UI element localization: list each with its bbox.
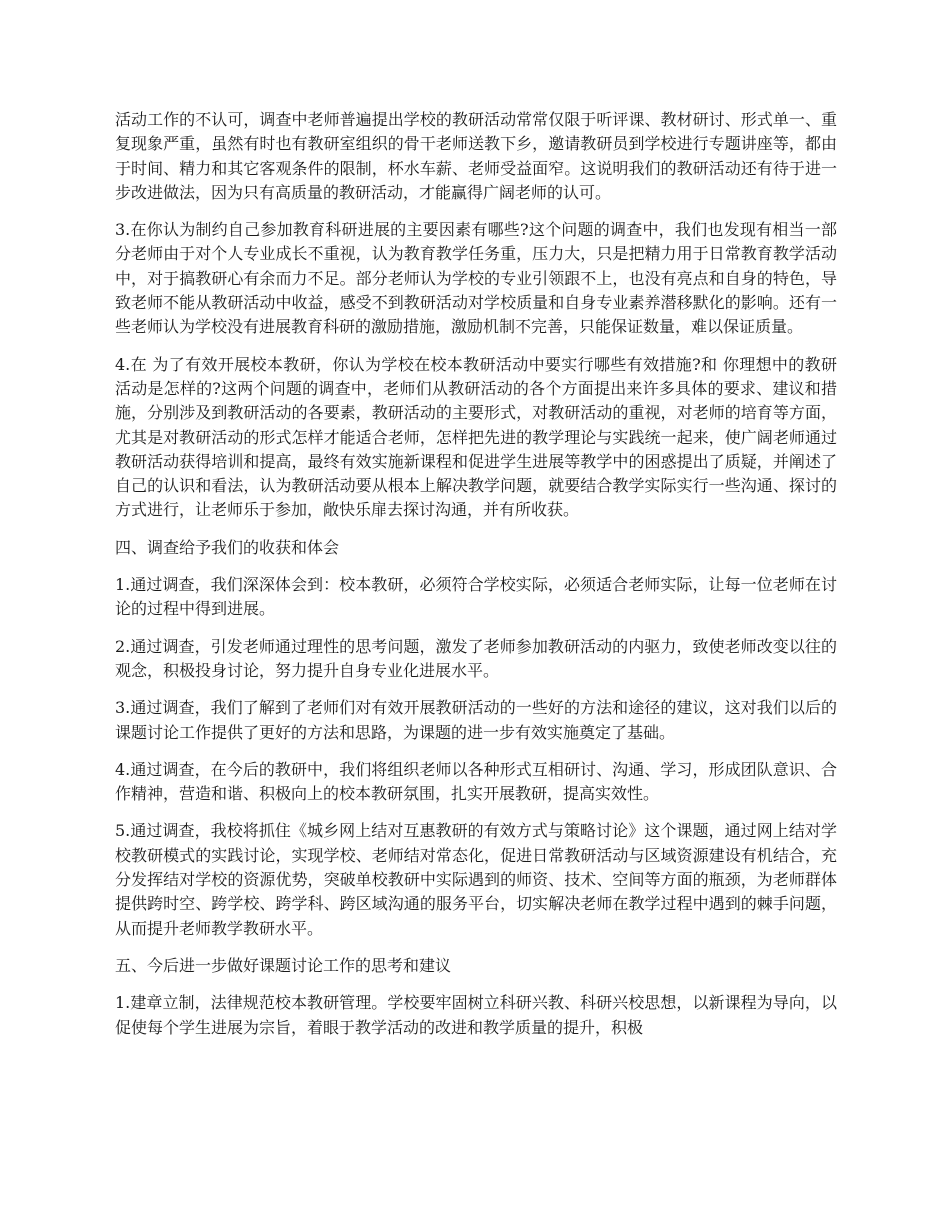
paragraph-gain-1: 1.通过调查，我们深深体会到：校本教研，必须符合学校实际，必须适合老师实际，让每一位老师在讨论的过程中得到进展。 — [115, 575, 837, 619]
paragraph-gain-2: 2.通过调查，引发老师通过理性的思考问题，激发了老师参加教研活动的内驱力，致使老师改变以往的观念，积极投身讨论，努力提升自身专业化进展水平。 — [115, 636, 837, 680]
paragraph-continued: 活动工作的不认可，调查中老师普遍提出学校的教研活动常常仅限于听评课、教材研讨、形式单一、重复现象严重，虽然有时也有教研室组织的骨干老师送教下乡，邀请教研员到学校进行专题讲座等，都由于时间、精力和其它客观条件的限制，杯水车薪、老师受益面窄。这说明我们的教研活动还有待于进一步改进做法，因为只有高质量的教研活动，才能赢得广阔老师的认可。 — [115, 110, 837, 202]
paragraph-gain-4: 4.通过调查，在今后的教研中，我们将组织老师以各种形式互相研讨、沟通、学习，形成团队意识、合作精神，营造和谐、积极向上的校本教研氛围，扎实开展教研，提高实效性。 — [115, 759, 837, 804]
paragraph-suggestion-1: 1.建章立制，法律规范校本教研管理。学校要牢固树立科研兴教、科研兴校思想，以新课程为导向，以促使每个学生进展为宗旨，着眼于教学活动的改进和教学质量的提升，积极 — [115, 993, 837, 1037]
paragraph-item-4-measures: 4.在 为了有效开展校本教研，你认为学校在校本教研活动中要实行哪些有效措施?和 你理想中的教研活动是怎样的?这两个问题的调查中，老师们从教研活动的各个方面提出来许多具体的要求、建议和措施，分别涉及到教研活动的各要素，教研活动的主要形式，对教研活动的重视，对老师的培育等方面，尤其是对教研活动的形式怎样才能适合老师，怎样把先进的教学理论与实践统一起来，使广阔老师通过教研活动获得培训和提高，最终有效实施新课程和促进学生进展等教学中的困惑提出了质疑，并阐述了自己的认识和看法，认为教研活动要从根本上解决教学问题，就要结合教学实际实行一些沟通、探讨的方式进行，让老师乐于参加，敞快乐扉去探讨沟通，并有所收获。 — [115, 354, 837, 520]
document-body — [115, 108, 837, 1053]
paragraph-gain-5: 5.通过调查，我校将抓住《城乡网上结对互惠教研的有效方式与策略讨论》这个课题，通过网上结对学校教研模式的实践讨论，实现学校、老师结对常态化，促进日常教研活动与区域资源建设有机结合，充分发挥结对学校的资源优势，突破单校教研中实际遇到的师资、技术、空间等方面的瓶颈，为老师群体提供跨时空、跨学校、跨学科、跨区域沟通的服务平台，切实解决老师在教学过程中遇到的棘手问题，从而提升老师教学教研水平。 — [115, 821, 837, 938]
section-heading-5: 五、今后进一步做好课题讨论工作的思考和建议 — [115, 955, 452, 975]
section-heading-4: 四、调查给予我们的收获和体会 — [115, 537, 340, 557]
paragraph-item-3-constraints: 3.在你认为制约自己参加教育科研进展的主要因素有哪些?这个问题的调查中，我们也发现有相当一部分老师由于对个人专业成长不重视，认为教育教学任务重，压力大，只是把精力用于日常教育教学活动中，对于搞教研心有余而力不足。部分老师认为学校的专业引领跟不上，也没有亮点和自身的特色，导致老师不能从教研活动中收益，感受不到教研活动对学校质量和自身专业素养潜移默化的影响。还有一些老师认为学校没有进展教育科研的激励措施，激励机制不完善，只能保证数量，难以保证质量。 — [115, 220, 837, 337]
paragraph-gain-3: 3.通过调查，我们了解到了老师们对有效开展教研活动的一些好的方法和途径的建议，这对我们以后的课题讨论工作提供了更好的方法和思路，为课题的进一步有效实施奠定了基础。 — [115, 698, 837, 742]
